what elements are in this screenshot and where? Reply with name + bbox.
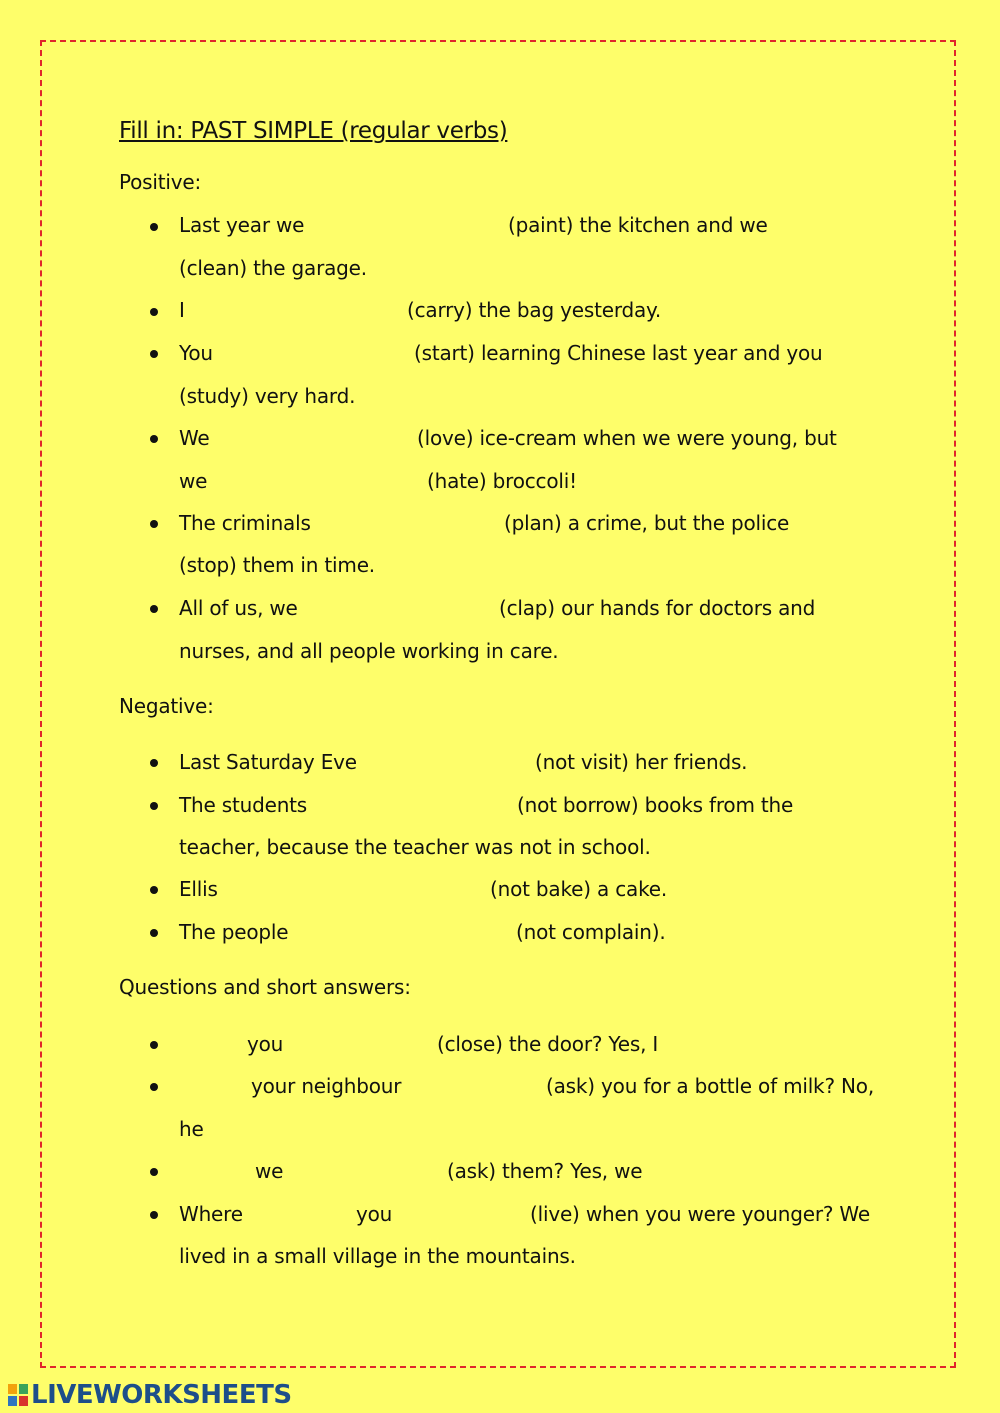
negative-item-4-hint: (not complain). [516, 920, 666, 944]
positive-item-6-hint: (clap) our hands for doctors and [499, 596, 816, 620]
positive-item-5-hint: (plan) a crime, but the police [504, 511, 790, 535]
section-negative: Negative: [119, 694, 214, 718]
question-item-1-subject: you [247, 1032, 284, 1056]
bullet [150, 886, 158, 894]
bullet [150, 759, 158, 767]
positive-item-4-hint-2: (hate) broccoli! [427, 469, 577, 493]
positive-item-1-hint: (paint) the kitchen and we [508, 213, 768, 237]
section-positive: Positive: [119, 170, 202, 194]
bullet [150, 929, 158, 937]
question-item-1-hint: (close) the door? Yes, I [437, 1032, 659, 1056]
negative-item-2-start: The students [179, 793, 308, 817]
worksheet-title: Fill in: PAST SIMPLE (regular verbs) [119, 118, 508, 144]
question-item-4-start: Where [179, 1202, 243, 1226]
question-item-3-hint: (ask) them? Yes, we [447, 1159, 643, 1183]
question-item-2-subject: your neighbour [251, 1074, 402, 1098]
bullet [150, 520, 158, 528]
positive-item-6-cont: nurses, and all people working in care. [179, 639, 559, 663]
question-item-4-subject: you [356, 1202, 393, 1226]
positive-item-2-start: I [179, 298, 185, 322]
bullet [150, 435, 158, 443]
bullet [150, 605, 158, 613]
bullet [150, 1041, 158, 1049]
positive-item-2-hint: (carry) the bag yesterday. [407, 298, 661, 322]
bullet [150, 223, 158, 231]
positive-item-5-start: The criminals [179, 511, 311, 535]
negative-item-4-start: The people [179, 920, 289, 944]
question-item-3-subject: we [255, 1159, 284, 1183]
positive-item-4-hint: (love) ice-cream when we were young, but [417, 426, 837, 450]
question-item-4-cont: lived in a small village in the mountains. [179, 1244, 576, 1268]
negative-item-2-cont: teacher, because the teacher was not in school. [179, 835, 651, 859]
logo-blocks-icon [8, 1384, 28, 1406]
logo-text: LIVEWORKSHEETS [31, 1380, 292, 1410]
bullet [150, 1211, 158, 1219]
positive-item-1-cont: (clean) the garage. [179, 256, 367, 280]
positive-item-5-cont: (stop) them in time. [179, 553, 375, 577]
section-questions: Questions and short answers: [119, 975, 411, 999]
question-item-2-cont: he [179, 1117, 204, 1141]
negative-item-1-start: Last Saturday Eve [179, 750, 357, 774]
question-item-2-hint: (ask) you for a bottle of milk? No, [546, 1074, 874, 1098]
positive-item-3-cont: (study) very hard. [179, 384, 356, 408]
negative-item-3-start: Ellis [179, 877, 218, 901]
bullet [150, 308, 158, 316]
positive-item-4-cont: we [179, 469, 208, 493]
negative-item-1-hint: (not visit) her friends. [535, 750, 748, 774]
positive-item-4-start: We [179, 426, 210, 450]
positive-item-3-start: You [179, 341, 213, 365]
positive-item-3-hint: (start) learning Chinese last year and you [414, 341, 823, 365]
positive-item-1-start: Last year we [179, 213, 305, 237]
positive-item-6-start: All of us, we [179, 596, 298, 620]
negative-item-2-hint: (not borrow) books from the [517, 793, 794, 817]
negative-item-3-hint: (not bake) a cake. [490, 877, 667, 901]
question-item-4-hint: (live) when you were younger? We [530, 1202, 870, 1226]
bullet [150, 1168, 158, 1176]
bullet [150, 1083, 158, 1091]
bullet [150, 350, 158, 358]
bullet [150, 802, 158, 810]
liveworksheets-logo[interactable] [8, 1380, 292, 1410]
